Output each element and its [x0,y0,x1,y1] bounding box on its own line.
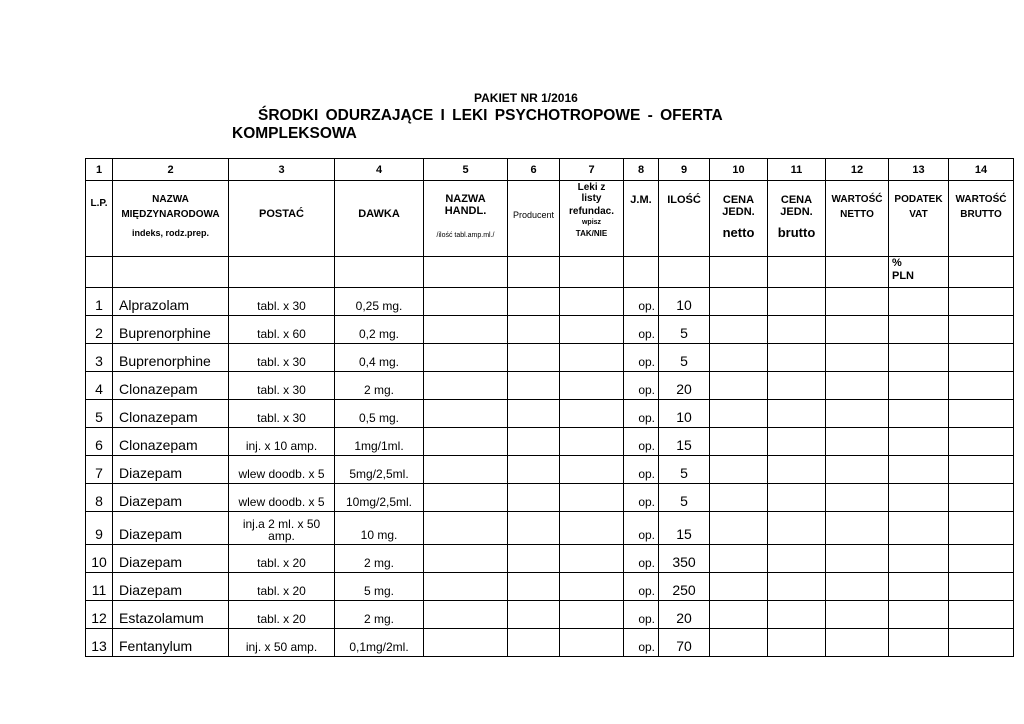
row-name: Clonazepam [113,372,229,400]
row-quantity: 5 [659,316,710,344]
row-name: Diazepam [113,456,229,484]
row-quantity: 250 [659,573,710,601]
col-number: 9 [659,159,710,181]
row-dose: 5mg/2,5ml. [335,456,424,484]
row-value-gross [949,629,1014,657]
row-producer [508,573,560,601]
row-reimbursement [560,456,624,484]
row-value-gross [949,428,1014,456]
table-row [86,316,1014,344]
row-trade-name [424,601,508,629]
row-unit: op. [624,629,659,657]
row-dose: 10mg/2,5ml. [335,484,424,512]
row-name: Buprenorphine [113,316,229,344]
row-value-net [826,400,889,428]
row-unit-price-net [710,400,768,428]
row-value-net [826,344,889,372]
row-value-gross [949,512,1014,545]
table-row [86,629,1014,657]
col-number: 14 [949,159,1014,181]
table-row [86,456,1014,484]
row-name: Clonazepam [113,400,229,428]
header-unit-price-gross: CENA JEDN. brutto [768,181,826,257]
row-unit: op. [624,316,659,344]
row-value-net [826,601,889,629]
row-unit-price-gross [768,428,826,456]
row-unit-price-net [710,484,768,512]
table-row [86,512,1014,545]
row-name: Alprazolam [113,288,229,316]
row-trade-name [424,316,508,344]
vat-unit-cell: % PLN [889,257,949,288]
row-unit-price-net [710,629,768,657]
row-producer [508,456,560,484]
row-unit-price-gross [768,545,826,573]
header-international-name: NAZWA MIĘDZYNARODOWA indeks, rodz.prep. [113,181,229,257]
row-vat [889,545,949,573]
row-producer [508,484,560,512]
header-producer: Producent [508,181,560,257]
row-reimbursement [560,484,624,512]
row-vat [889,629,949,657]
row-dose: 2 mg. [335,545,424,573]
row-value-net [826,316,889,344]
row-name: Buprenorphine [113,344,229,372]
row-trade-name [424,400,508,428]
row-producer [508,372,560,400]
table-row [86,428,1014,456]
header-lp: L.P. [86,181,113,257]
row-lp: 3 [86,344,113,372]
header-value-net: WARTOŚĆ NETTO [826,181,889,257]
row-name: Diazepam [113,512,229,545]
row-unit: op. [624,456,659,484]
row-vat [889,344,949,372]
row-reimbursement [560,372,624,400]
row-value-net [826,428,889,456]
row-unit-price-net [710,512,768,545]
col-number: 2 [113,159,229,181]
row-vat [889,428,949,456]
column-header-row [86,181,1014,257]
header-dose: DAWKA [335,181,424,257]
row-form: tabl. x 30 [229,400,335,428]
row-dose: 0,25 mg. [335,288,424,316]
row-reimbursement [560,344,624,372]
row-unit: op. [624,428,659,456]
row-unit-price-gross [768,456,826,484]
row-unit: op. [624,400,659,428]
column-number-row [86,159,1014,181]
row-value-net [826,545,889,573]
row-unit-price-net [710,428,768,456]
row-value-net [826,484,889,512]
row-producer [508,288,560,316]
row-dose: 10 mg. [335,512,424,545]
row-vat [889,372,949,400]
product-rows [86,288,1014,657]
row-form: tabl. x 20 [229,545,335,573]
row-trade-name [424,545,508,573]
row-form: inj.a 2 ml. x 50 amp. [229,512,335,545]
row-value-net [826,372,889,400]
row-reimbursement [560,288,624,316]
row-form: wlew doodb. x 5 [229,456,335,484]
table-row [86,545,1014,573]
row-dose: 0,2 mg. [335,316,424,344]
row-lp: 1 [86,288,113,316]
row-unit-price-gross [768,344,826,372]
col-number: 11 [768,159,826,181]
row-reimbursement [560,601,624,629]
row-form: tabl. x 60 [229,316,335,344]
row-trade-name [424,344,508,372]
row-unit-price-net [710,601,768,629]
row-value-net [826,512,889,545]
row-unit: op. [624,601,659,629]
row-unit: op. [624,288,659,316]
row-quantity: 20 [659,372,710,400]
row-quantity: 70 [659,629,710,657]
row-unit: op. [624,573,659,601]
row-producer [508,316,560,344]
row-unit: op. [624,512,659,545]
row-value-gross [949,372,1014,400]
row-trade-name [424,573,508,601]
row-lp: 12 [86,601,113,629]
row-unit-price-net [710,545,768,573]
row-name: Diazepam [113,484,229,512]
row-dose: 2 mg. [335,601,424,629]
row-value-gross [949,344,1014,372]
row-quantity: 20 [659,601,710,629]
row-trade-name [424,484,508,512]
row-vat [889,601,949,629]
row-trade-name [424,428,508,456]
row-form: wlew doodb. x 5 [229,484,335,512]
row-quantity: 5 [659,344,710,372]
row-trade-name [424,629,508,657]
row-lp: 8 [86,484,113,512]
row-form: tabl. x 30 [229,288,335,316]
row-lp: 7 [86,456,113,484]
row-unit-price-gross [768,573,826,601]
units-row [86,257,1014,288]
row-lp: 11 [86,573,113,601]
row-unit: op. [624,372,659,400]
row-vat [889,484,949,512]
row-lp: 9 [86,512,113,545]
row-value-gross [949,316,1014,344]
row-producer [508,601,560,629]
row-unit-price-net [710,573,768,601]
row-vat [889,456,949,484]
row-unit-price-gross [768,400,826,428]
header-vat: PODATEK VAT [889,181,949,257]
col-number: 13 [889,159,949,181]
row-unit-price-net [710,344,768,372]
row-trade-name [424,456,508,484]
row-quantity: 350 [659,545,710,573]
row-unit-price-gross [768,372,826,400]
row-lp: 2 [86,316,113,344]
row-name: Estazolamum [113,601,229,629]
row-quantity: 5 [659,484,710,512]
table-row [86,601,1014,629]
row-dose: 0,4 mg. [335,344,424,372]
row-producer [508,512,560,545]
row-form: tabl. x 20 [229,601,335,629]
table-row [86,573,1014,601]
row-trade-name [424,372,508,400]
row-lp: 13 [86,629,113,657]
row-producer [508,629,560,657]
row-value-gross [949,288,1014,316]
header-reimbursement: Leki z listy refundac. wpisz TAK/NIE [560,181,624,257]
col-number: 5 [424,159,508,181]
header-form: POSTAĆ [229,181,335,257]
header-value-gross: WARTOŚĆ BRUTTO [949,181,1014,257]
col-number: 1 [86,159,113,181]
header-quantity: ILOŚĆ [659,181,710,257]
row-unit-price-net [710,372,768,400]
row-unit: op. [624,344,659,372]
row-dose: 2 mg. [335,372,424,400]
row-quantity: 15 [659,512,710,545]
row-trade-name [424,288,508,316]
row-lp: 10 [86,545,113,573]
row-vat [889,573,949,601]
row-form: tabl. x 30 [229,372,335,400]
header-unit: J.M. [624,181,659,257]
row-form: inj. x 50 amp. [229,629,335,657]
row-value-gross [949,400,1014,428]
row-unit: op. [624,484,659,512]
row-value-gross [949,573,1014,601]
row-name: Diazepam [113,545,229,573]
col-number: 3 [229,159,335,181]
col-number: 10 [710,159,768,181]
table-row [86,288,1014,316]
row-value-gross [949,456,1014,484]
row-producer [508,428,560,456]
row-lp: 6 [86,428,113,456]
row-value-gross [949,484,1014,512]
document-title: ŚRODKI ODURZAJĄCE I LEKI PSYCHOTROPOWE - OFERTA [258,107,723,124]
row-quantity: 10 [659,400,710,428]
row-value-gross [949,601,1014,629]
row-unit-price-gross [768,629,826,657]
row-unit-price-net [710,456,768,484]
row-lp: 5 [86,400,113,428]
row-dose: 0,1mg/2ml. [335,629,424,657]
row-unit-price-gross [768,601,826,629]
row-vat [889,400,949,428]
row-quantity: 5 [659,456,710,484]
table-row [86,484,1014,512]
table-row [86,372,1014,400]
row-value-net [826,629,889,657]
table-row [86,344,1014,372]
offer-table [85,158,1014,657]
row-reimbursement [560,428,624,456]
row-unit-price-net [710,316,768,344]
row-producer [508,344,560,372]
row-reimbursement [560,400,624,428]
row-value-net [826,573,889,601]
row-reimbursement [560,573,624,601]
row-reimbursement [560,629,624,657]
row-reimbursement [560,512,624,545]
col-number: 4 [335,159,424,181]
col-number: 7 [560,159,624,181]
row-lp: 4 [86,372,113,400]
row-vat [889,316,949,344]
row-dose: 0,5 mg. [335,400,424,428]
row-reimbursement [560,545,624,573]
document-title-continued: KOMPLEKSOWA [232,125,357,142]
row-vat [889,512,949,545]
row-unit-price-gross [768,484,826,512]
row-dose: 5 mg. [335,573,424,601]
row-producer [508,400,560,428]
row-unit-price-gross [768,512,826,545]
header-unit-price-net: CENA JEDN. netto [710,181,768,257]
row-value-net [826,456,889,484]
row-quantity: 10 [659,288,710,316]
row-unit-price-gross [768,288,826,316]
row-trade-name [424,512,508,545]
col-number: 6 [508,159,560,181]
row-unit-price-net [710,288,768,316]
row-value-net [826,288,889,316]
col-number: 8 [624,159,659,181]
row-name: Diazepam [113,573,229,601]
row-form: tabl. x 20 [229,573,335,601]
row-reimbursement [560,316,624,344]
row-value-gross [949,545,1014,573]
col-number: 12 [826,159,889,181]
row-quantity: 15 [659,428,710,456]
row-name: Fentanylum [113,629,229,657]
header-trade-name: NAZWA HANDL. /ilość tabl.amp.ml./ [424,181,508,257]
package-number: PAKIET NR 1/2016 [474,91,578,105]
row-vat [889,288,949,316]
row-form: inj. x 10 amp. [229,428,335,456]
table-row [86,400,1014,428]
row-form: tabl. x 30 [229,344,335,372]
row-producer [508,545,560,573]
row-dose: 1mg/1ml. [335,428,424,456]
row-unit: op. [624,545,659,573]
row-name: Clonazepam [113,428,229,456]
row-unit-price-gross [768,316,826,344]
